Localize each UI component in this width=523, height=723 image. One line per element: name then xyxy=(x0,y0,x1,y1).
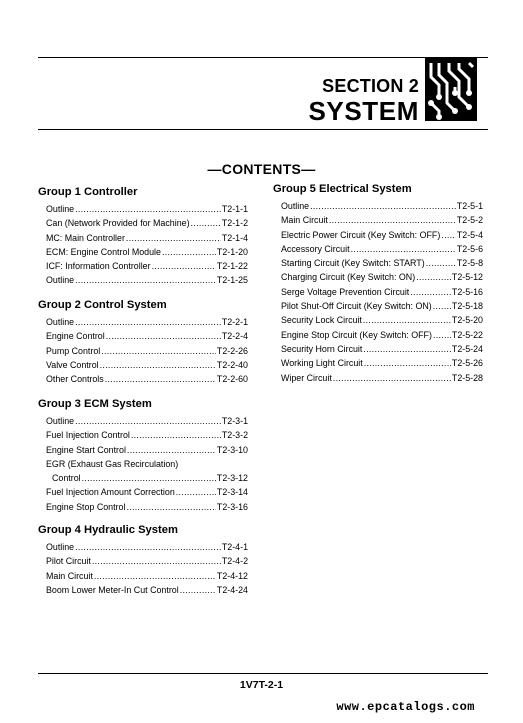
toc-entry[interactable]: Outline ..... T2-3-1 xyxy=(38,414,248,428)
group-controller xyxy=(38,185,248,288)
toc-entry[interactable]: Outline ..... T2-1-1 xyxy=(38,202,248,216)
group-control-system xyxy=(38,298,248,386)
toc-entry[interactable]: MC: Main Controller ..... T2-1-4 xyxy=(38,231,248,245)
toc-entry[interactable]: ECM: Engine Control Module ..... T2-1-20 xyxy=(38,245,248,259)
toc-entry[interactable]: Outline ..... T2-2-1 xyxy=(38,315,248,329)
toc-entry[interactable]: Valve Control ..... T2-2-40 xyxy=(38,358,248,372)
toc-entry[interactable]: Security Lock Circuit ..... T2-5-20 xyxy=(273,313,483,327)
group-electrical-system xyxy=(273,182,483,385)
footer-rule xyxy=(38,673,488,674)
toc-entry[interactable]: ICF: Information Controller ..... T2-1-22 xyxy=(38,259,248,273)
toc-entry[interactable]: Outline ..... T2-1-25 xyxy=(38,273,248,287)
toc-entry[interactable]: Outline ..... T2-4-1 xyxy=(38,540,248,554)
toc-entry[interactable]: Fuel Injection Amount Correction ..... T2-3-14 xyxy=(38,485,248,499)
toc-entry[interactable]: Outline ..... T2-5-1 xyxy=(273,199,483,213)
group-ecm-system xyxy=(38,397,248,514)
section-title: SYSTEM xyxy=(308,96,419,126)
toc-entry[interactable]: Pump Control ..... T2-2-26 xyxy=(38,344,248,358)
section-label: SECTION 2 xyxy=(322,76,419,96)
toc-entry[interactable]: Can (Network Provided for Machine) ..... T2-1-2 xyxy=(38,216,248,230)
group-title: Group 2 Control System xyxy=(38,299,167,311)
page-code: 1V7T-2-1 xyxy=(239,679,284,691)
toc-entry[interactable]: Serge Voltage Prevention Circuit ..... T2-5-16 xyxy=(273,285,483,299)
toc-entry[interactable]: Fuel Injection Control ..... T2-3-2 xyxy=(38,428,248,442)
header-bottom-rule xyxy=(38,129,488,130)
contents-title: —CONTENTS— xyxy=(207,161,316,177)
toc-entry[interactable]: Pilot Circuit ..... T2-4-2 xyxy=(38,554,248,568)
circuit-board-icon xyxy=(425,57,477,121)
toc-entry[interactable]: Working Light Circuit ..... T2-5-26 xyxy=(273,356,483,370)
toc-entry[interactable]: EGR (Exhaust Gas Recirculation) xyxy=(46,458,179,469)
toc-entry[interactable]: Wiper Circuit ..... T2-5-28 xyxy=(273,371,483,385)
toc-entry[interactable]: Engine Start Control ..... T2-3-10 xyxy=(38,443,248,457)
group-hydraulic-system xyxy=(38,523,248,597)
toc-entry[interactable]: Charging Circuit (Key Switch: ON) ..... T2-5-12 xyxy=(273,270,483,284)
group-title: Group 4 Hydraulic System xyxy=(38,524,178,536)
toc-entry[interactable]: Boom Lower Meter-In Cut Control ..... T2-4-24 xyxy=(38,583,248,597)
group-title: Group 3 ECM System xyxy=(38,398,152,410)
toc-entry[interactable]: Electric Power Circuit (Key Switch: OFF) ..... T2-5-4 xyxy=(273,228,483,242)
toc-entry[interactable]: Engine Stop Control ..... T2-3-16 xyxy=(38,500,248,514)
toc-entry[interactable]: Engine Stop Circuit (Key Switch: OFF) ..... T2-5-22 xyxy=(273,328,483,342)
toc-entry[interactable]: Other Controls ..... T2-2-60 xyxy=(38,372,248,386)
toc-entry[interactable]: Accessory Circuit ..... T2-5-6 xyxy=(273,242,483,256)
group-title: Group 1 Controller xyxy=(38,186,138,198)
toc-entry[interactable]: Main Circuit ..... T2-4-12 xyxy=(38,569,248,583)
toc-entry[interactable]: Main Circuit ..... T2-5-2 xyxy=(273,213,483,227)
toc-entry[interactable]: Security Horn Circuit ..... T2-5-24 xyxy=(273,342,483,356)
group-title: Group 5 Electrical System xyxy=(273,183,412,195)
toc-entry[interactable]: Control ..... T2-3-12 xyxy=(38,471,248,485)
toc-entry[interactable]: Pilot Shut-Off Circuit (Key Switch: ON) ..... T2-5-18 xyxy=(273,299,483,313)
toc-entry[interactable]: Engine Control ..... T2-2-4 xyxy=(38,329,248,343)
toc-entry[interactable]: Starting Circuit (Key Switch: START) ..... T2-5-8 xyxy=(273,256,483,270)
top-rule xyxy=(38,57,488,58)
watermark-text: www.epcatalogs.com xyxy=(336,700,475,714)
